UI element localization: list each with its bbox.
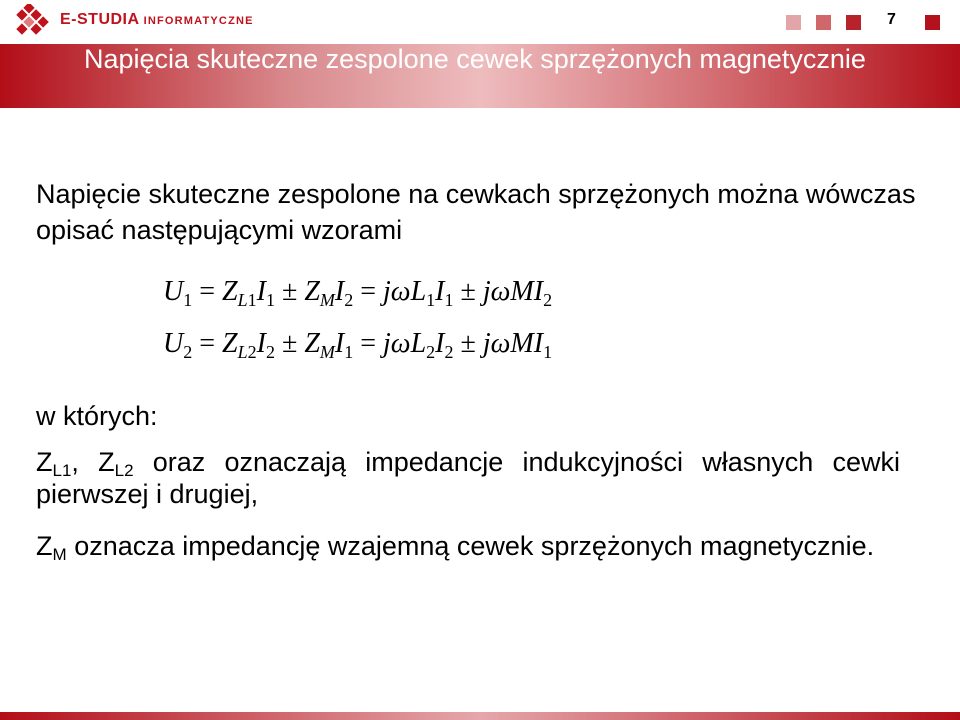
- zm-definition: [36, 530, 900, 562]
- zl-comma: ,: [71, 447, 79, 477]
- e-studia-logo-icon: [8, 4, 50, 40]
- page-number: 7: [887, 11, 896, 28]
- zl1-symbol: Z: [36, 447, 53, 477]
- decor-square-4: [925, 15, 940, 30]
- zm-symbol: Z: [36, 531, 53, 561]
- brand-main: E-STUDIA: [60, 11, 140, 28]
- decor-square-3: [846, 15, 861, 30]
- brand-sub: INFORMATYCZNE: [143, 15, 254, 27]
- zl-definition: [36, 446, 900, 510]
- slide-title: Napięcia skuteczne zespolone cewek sprzężonych magnetycznie: [84, 44, 866, 74]
- zm-description: oznacza impedancję wzajemną cewek sprzężonych magnetycznie.: [74, 531, 875, 561]
- brand-wordmark: [60, 11, 254, 29]
- zm-subscript: M: [52, 545, 67, 564]
- where-label: w których:: [36, 401, 158, 431]
- zl2-symbol: Z: [98, 447, 115, 477]
- zl2-subscript: L2: [114, 461, 134, 480]
- zl-description: oraz oznaczają impedancje indukcyjności własnych cewki pierwszej i drugiej,: [36, 447, 900, 509]
- bottom-band: [0, 712, 960, 720]
- equation-u2: $U_2 = Z_{L2}I_2 \pm Z_MI_1 = j\omega L_2I_2 \pm j\omega MI_1$: [163, 328, 553, 362]
- equation-u1: $U_1 = Z_{L1}I_1 \pm Z_MI_2 = j\omega L_1I_1 \pm j\omega MI_2$: [163, 276, 553, 310]
- zl1-subscript: L1: [52, 461, 72, 480]
- decor-square-1: [786, 15, 801, 30]
- intro-text: Napięcie skuteczne zespolone na cewkach sprzężonych można wówczas opisać następującymi wzorami: [36, 179, 916, 245]
- decor-square-2: [816, 15, 831, 30]
